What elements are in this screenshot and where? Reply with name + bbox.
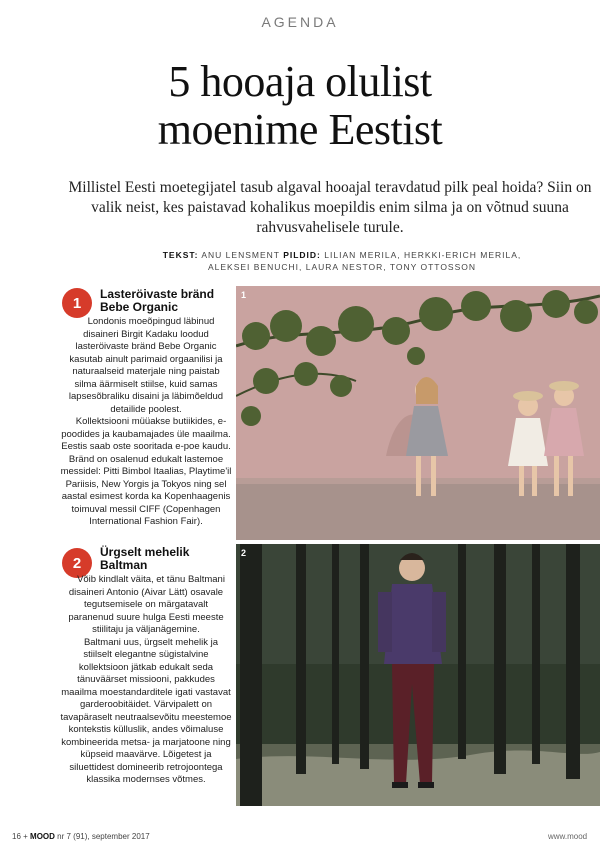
photo-forest-illustration (236, 544, 600, 806)
credits-text-value: ANU LENSMENT (201, 250, 280, 260)
entry-title-line-1: Lasteröivaste bränd (100, 287, 215, 301)
photo-number: 1 (241, 290, 247, 300)
photo-number: 2 (241, 548, 247, 558)
entry-paragraph: Baltmani uus, ürgselt mehelik ja stiilselt elegantne sügistalvine kollektsioon jätkab edukalt seda tänuväärset missiooni, pakkudes maailma moestandarditele igati vastavat garderoobitäidet. Värvipalett on tavapäraselt neutraalsevõitu meestemoe kontekstis külluslik, andes võimaluse kombineerida metsa- ja marjatoone ning küpseid maavärve. Lõigetest ja siluettidest domineerib retrojoontega klassika modernses võtmes. (60, 636, 232, 785)
headline-line-2: moenime Eestist (157, 105, 443, 154)
entry-title (100, 546, 236, 572)
entry-title (100, 288, 236, 314)
entry-title-line-2: Bebe Organic (100, 300, 179, 314)
credits-photos-value: LILIAN MERILA, HERKKI-ERICH MERILA, (324, 250, 522, 260)
footer-page-number: 16 (12, 832, 21, 841)
intro-paragraph: Millistel Eesti moetegijatel tasub algaval hooajal teravdatud pilk peal hoida? Siin on valik neist, kes paistavad kohalikus moepildis enim silma ja on võtnud suuna rahvusvahelisele turule. (68, 179, 592, 236)
footer-url: www.mood (548, 832, 588, 841)
entry-body (60, 574, 232, 787)
credits-photos-value-line2: ALEKSEI BENUCHI, LAURA NESTOR, TONY OTTOSSON (207, 262, 477, 272)
credits-photos-label: PILDID: (283, 250, 321, 260)
photo-men-fashion (236, 544, 600, 806)
headline-line-1: 5 hooaja olulist (168, 57, 432, 106)
entry-number-badge: 2 (62, 548, 92, 578)
footer-magazine-name: MOOD (30, 832, 55, 841)
entry-number-badge: 1 (62, 288, 92, 318)
entry-paragraph: Kollektsiooni müüakse butiikides, e-poodides ja kaubamajades üle maailma. Eestis saab oste sooritada e-poe kaudu. Bränd on osalenud edukalt lastemoe messidel: Pitti Bimbol Itaalias, Playtime'il Pariisis, New Yorgis ja Tokyos ning sel aastal esimest korda ka Kopenhaagenis toimuval messil CIFF (Copenhagen International Fashion Fair). (60, 416, 232, 527)
entry-paragraph: Võib kindlalt väita, et tänu Baltmani disaineri Antonio (Aivar Lätt) osavale tegutsemisele on märgatavalt paranenud suure hulga Eesti meeste stiilitaju ja väljanägemine. (68, 574, 225, 635)
credits-text-label: TEKST: (162, 250, 199, 260)
entry-title-line-1: Ürgselt mehelik (100, 545, 190, 559)
footer-issue: nr 7 (91), september 2017 (57, 832, 150, 841)
page-title (0, 58, 600, 154)
footer-separator: + (23, 832, 28, 841)
credits (92, 249, 592, 273)
photo-children-fashion (236, 286, 600, 540)
page-footer (12, 832, 150, 841)
entry-paragraph: Londonis moeõpingud läbinud disaineri Birgit Kadaku loodud lasteröivaste bränd Bebe Organic kasutab ainult parimaid orgaanilisi ja naturaalseid materjale ning paistab silma äärmiselt stiilse, kuid samas lapsesõbraliku disaini ja läbimõeldud detailide poolest. (68, 316, 224, 415)
photo-children-illustration (236, 286, 600, 540)
section-label: AGENDA (261, 14, 339, 30)
entry-title-line-2: Baltman (100, 558, 148, 572)
entry-body (60, 316, 232, 529)
